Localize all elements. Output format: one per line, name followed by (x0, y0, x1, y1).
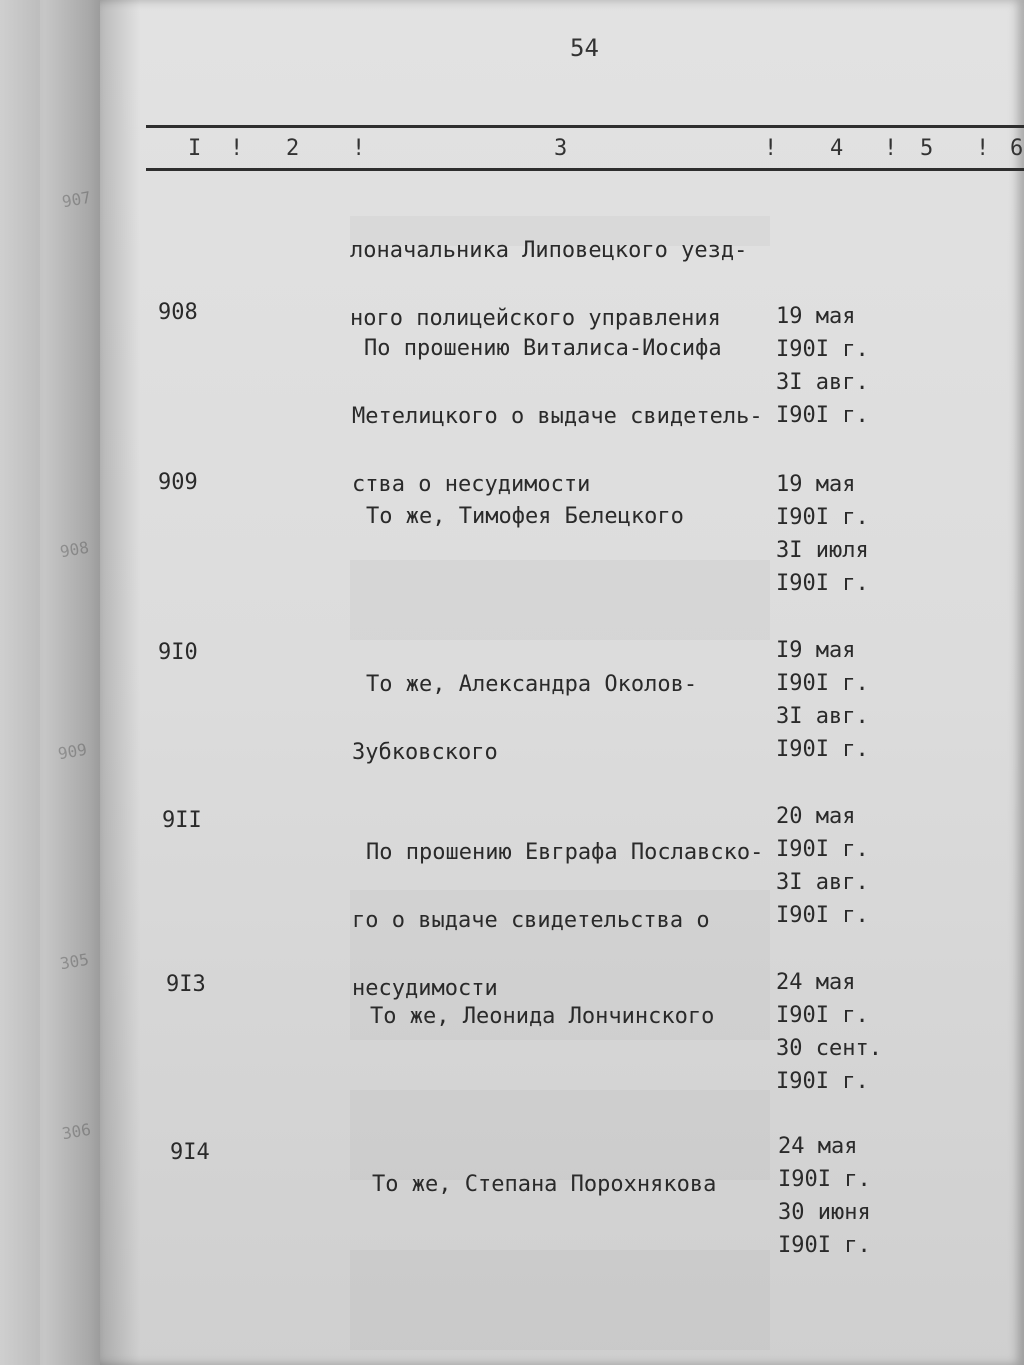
entry-number: 9I0 (158, 640, 198, 665)
entry-dates (776, 800, 896, 932)
entry-description (352, 966, 782, 1068)
entry-description (352, 466, 782, 568)
date-line: I90I г. (778, 1233, 871, 1258)
text-line: То же, Александра Околов- (366, 672, 698, 697)
column-separator: ! (764, 136, 778, 161)
date-line: 3I авг. (776, 370, 869, 395)
entry-dates (778, 1130, 898, 1262)
text-line: ства о несудимости (352, 472, 591, 497)
text-line: ного полицейского управления (350, 306, 721, 331)
entry-description (352, 634, 782, 804)
column-separator: ! (352, 136, 366, 161)
date-line: I90I г. (776, 337, 869, 362)
text-line: несудимости (352, 976, 498, 1001)
date-line: I90I г. (776, 505, 869, 530)
date-line: I90I г. (776, 1069, 869, 1094)
entry-dates (776, 634, 896, 766)
header-rule-bottom (146, 168, 1024, 171)
date-line: I90I г. (776, 737, 869, 762)
date-line: I90I г. (776, 403, 869, 428)
entry-dates (776, 966, 896, 1098)
text-line: го о выдаче свидетельства о (352, 908, 710, 933)
date-line: I90I г. (776, 903, 869, 928)
column-header-5: 5 (920, 136, 934, 161)
entry-number: 9I4 (170, 1140, 210, 1165)
left-margin-mark: 908 (58, 537, 91, 562)
page-shadow (100, 0, 140, 1365)
date-line: I90I г. (776, 571, 869, 596)
column-header-4: 4 (830, 136, 844, 161)
page-number: 54 (570, 34, 599, 62)
entry-dates (776, 468, 896, 600)
column-separator: ! (230, 136, 244, 161)
date-line: 3I авг. (776, 704, 869, 729)
date-line: 3I июля (776, 538, 869, 563)
date-line: 24 мая (776, 970, 856, 995)
column-separator: ! (884, 136, 898, 161)
bleed-through-ghost (350, 1250, 770, 1350)
text-line: По прошению Виталиса-Иосифа (364, 336, 722, 361)
text-line: То же, Леонида Лончинского (370, 1004, 715, 1029)
left-page-edge (0, 0, 112, 1365)
header-rule-top (146, 125, 1024, 128)
entry-dates (776, 300, 896, 432)
date-line: 3I авг. (776, 870, 869, 895)
date-line: 30 июня (778, 1200, 871, 1225)
date-line: I90I г. (776, 837, 869, 862)
column-header-2: 2 (286, 136, 300, 161)
date-line: I90I г. (778, 1167, 871, 1192)
text-line: лоначальника Липовецкого уезд- (350, 238, 748, 263)
document-page (100, 0, 1024, 1365)
date-line: I90I г. (776, 671, 869, 696)
text-line: То же, Тимофея Белецкого (366, 504, 684, 529)
left-margin-mark: 306 (60, 1119, 93, 1144)
date-line: 19 мая (776, 304, 856, 329)
left-page-strip (0, 0, 40, 1365)
entry-description (352, 1134, 782, 1236)
date-line: 24 мая (778, 1134, 858, 1159)
column-header-3: 3 (554, 136, 568, 161)
date-line: 20 мая (776, 804, 856, 829)
bleed-through-ghost (350, 560, 770, 640)
date-line: 19 мая (776, 472, 856, 497)
date-line: I90I г. (776, 1003, 869, 1028)
text-line: Зубковского (352, 740, 498, 765)
text-line: По прошению Евграфа Пославско- (366, 840, 764, 865)
entry-number: 9I3 (166, 972, 206, 997)
column-header-6: 6 (1010, 136, 1024, 161)
left-margin-mark: 305 (58, 949, 91, 974)
date-line: 30 сент. (776, 1036, 882, 1061)
date-line: I9 мая (776, 638, 856, 663)
column-header-1: I (188, 136, 202, 161)
left-margin-mark: 909 (56, 739, 89, 764)
left-margin-mark: 907 (60, 187, 93, 212)
entry-number: 909 (158, 470, 198, 495)
text-line: То же, Степана Порохнякова (372, 1172, 717, 1197)
entry-number: 9II (162, 808, 202, 833)
column-separator: ! (976, 136, 990, 161)
text-line: Метелицкого о выдаче свидетель- (352, 404, 763, 429)
entry-number: 908 (158, 300, 198, 325)
